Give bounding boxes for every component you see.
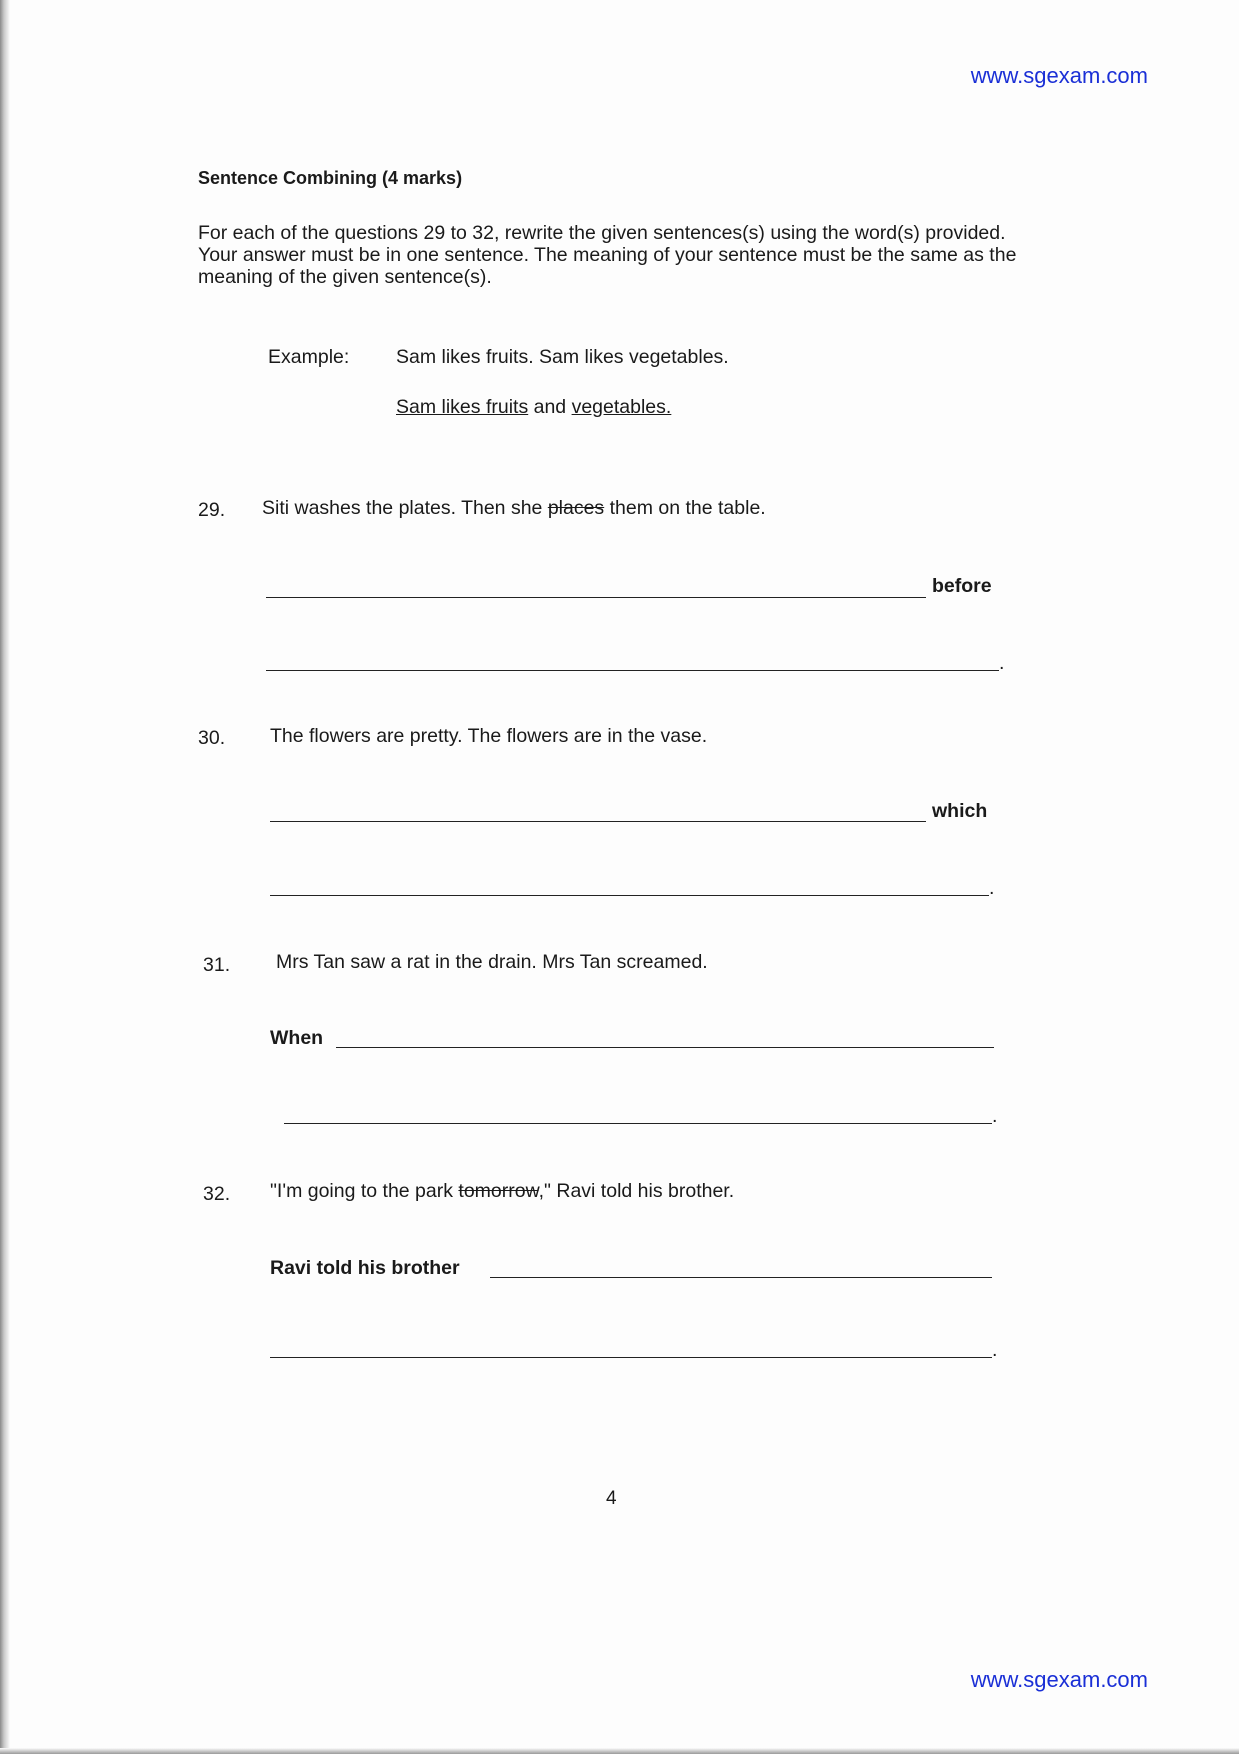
scan-edge <box>0 0 10 1754</box>
question-text: The flowers are pretty. The flowers are in the vase. <box>270 725 708 747</box>
question-number: 31. <box>203 954 231 976</box>
keyword: which <box>932 800 988 822</box>
answer-line[interactable] <box>336 1047 994 1048</box>
keyword: Ravi told his brother <box>270 1257 460 1279</box>
page-number: 4 <box>606 1488 617 1509</box>
answer-line[interactable] <box>266 670 999 671</box>
example-answer-part2: vegetables. <box>571 396 672 418</box>
answer-line[interactable] <box>270 821 926 822</box>
answer-line[interactable] <box>284 1123 992 1124</box>
question-text-part: them on the table. <box>604 497 766 519</box>
example-answer-connector: and <box>528 396 572 418</box>
question-text <box>262 497 766 520</box>
scan-edge-bottom <box>0 1748 1239 1754</box>
question-text-part: Siti washes the plates. Then she <box>262 497 548 519</box>
question-text-part: "I'm going to the park <box>270 1180 459 1202</box>
section-title: Sentence Combining (4 marks) <box>198 168 463 188</box>
keyword: When <box>270 1027 324 1049</box>
answer-line[interactable] <box>270 1357 992 1358</box>
watermark-bottom: www.sgexam.com <box>970 1667 1148 1692</box>
example-question: Sam likes fruits. Sam likes vegetables. <box>396 346 729 368</box>
period: . <box>999 652 1005 674</box>
answer-line[interactable] <box>490 1277 992 1278</box>
answer-line[interactable] <box>266 597 926 598</box>
question-number: 30. <box>198 727 226 749</box>
question-text <box>270 1180 734 1203</box>
question-text: Mrs Tan saw a rat in the drain. Mrs Tan screamed. <box>276 951 708 973</box>
period: . <box>992 1339 998 1361</box>
period: . <box>992 1105 998 1127</box>
period: . <box>989 877 995 899</box>
question-text-part: ," Ravi told his brother. <box>538 1180 735 1202</box>
answer-line[interactable] <box>270 895 989 896</box>
example-label: Example: <box>268 346 350 368</box>
instructions: For each of the questions 29 to 32, rewrite the given sentences(s) using the word(s) provided. Your answer must be in one sentence. The meaning of your sentence must be the same as the meaning of the given sentence(s). <box>198 222 1017 288</box>
question-number: 29. <box>198 499 226 521</box>
question-number: 32. <box>203 1183 231 1205</box>
keyword: before <box>932 575 992 597</box>
example-answer-part1: Sam likes fruits <box>396 396 529 418</box>
struck-word: places <box>547 497 605 519</box>
example-answer <box>396 396 671 419</box>
struck-word: tomorrow <box>458 1180 539 1202</box>
watermark-top: www.sgexam.com <box>970 63 1148 88</box>
